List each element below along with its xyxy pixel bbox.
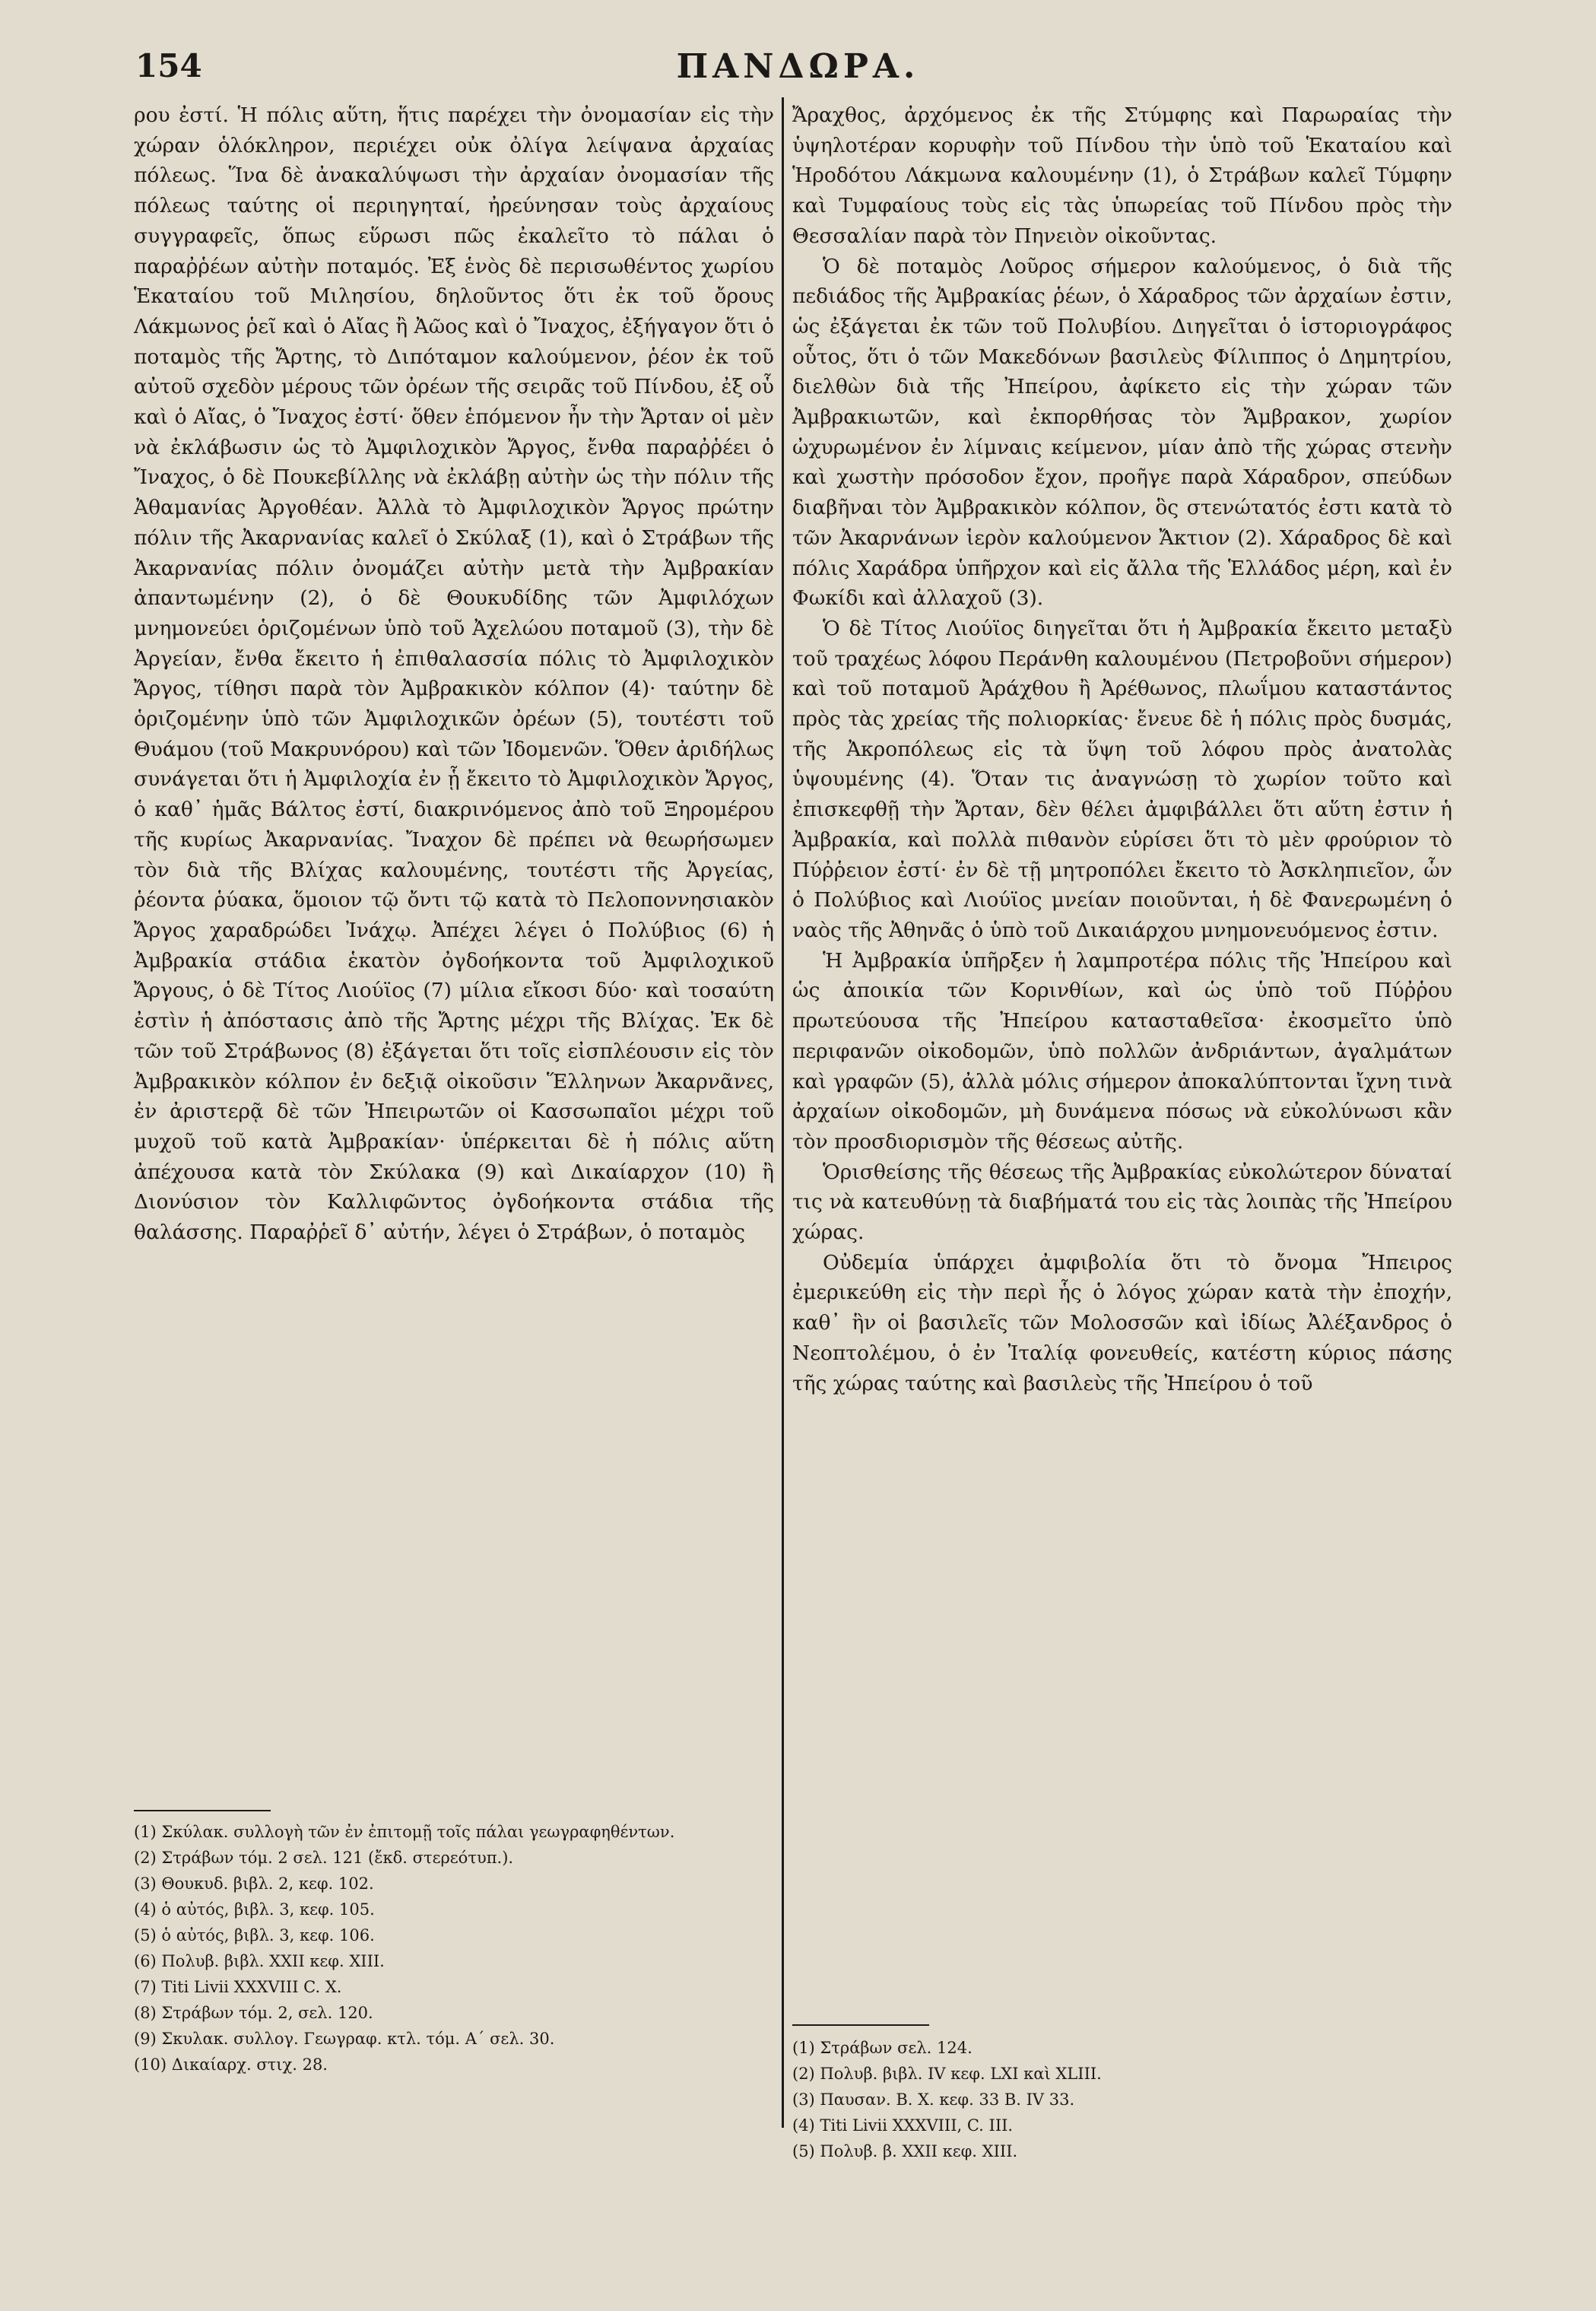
- left-column: [134, 100, 774, 1248]
- footnote: (4) Titi Livii XXXVIII, C. III.: [792, 2116, 1014, 2135]
- footnote: (6) Πολυβ. βιβλ. XXII κεφ. XIII.: [134, 1952, 385, 1970]
- footnote-rule-left: [134, 1810, 271, 1811]
- footnote: (5) Πολυβ. β. XXII κεφ. XIII.: [792, 2142, 1018, 2160]
- left-paragraph: ρου ἐστί. Ἡ πόλις αὕτη, ἥτις παρέχει τὴν ὀνομασίαν εἰς τὴν χώραν ὁλόκληρον, περιέχει οὐκ ὀλίγα λείψανα ἀρχαίας πόλεως. Ἵνα δὲ ἀνακαλύψωσι τὴν ἀρχαίαν ὀνομασίαν τῆς πόλεως ταύτης οἱ περιηγηταί, ἠρεύνησαν τοὺς ἀρχαίους συγγραφεῖς, ὅπως εὕρωσι πῶς ἐκαλεῖτο τὸ πάλαι ὁ παραῤῥέων αὐτὴν ποταμός. Ἐξ ἑνὸς δὲ περισωθέντος χωρίου Ἑκαταίου τοῦ Μιλησίου, δηλοῦντος ὅτι ἐκ τοῦ ὄρους Λάκμωνος ῥεῖ καὶ ὁ Αἴας ἢ Ἀῶος καὶ ὁ Ἴναχος, ἐξήγαγον ὅτι ὁ ποταμὸς τῆς Ἄρτης, τὸ Διπόταμον καλούμενον, ῥέον ἐκ τοῦ αὐτοῦ σχεδὸν μέρους τῶν ὀρέων τῆς σειρᾶς τοῦ Πίνδου, ἐξ οὗ καὶ ὁ Αἴας, ὁ Ἴναχος ἐστί· ὅθεν ἑπόμενον ἦν τὴν Ἄρταν οἱ μὲν νὰ ἐκλάβωσιν ὡς τὸ Ἀμφιλοχικὸν Ἄργος, ἔνθα παραῤῥέει ὁ Ἴναχος, ὁ δὲ Πουκεβίλλης νὰ ἐκλάβῃ αὐτὴν ὡς τὴν πόλιν τῆς Ἀθαμανίας Ἀργοθέαν. Ἀλλὰ τὸ Ἀμφιλοχικὸν Ἄργος πρώτην πόλιν τῆς Ἀκαρνανίας καλεῖ ὁ Σκύλαξ (1), καὶ ὁ Στράβων τῆς Ἀκαρνανίας πόλιν ὀνομάζει αὐτὴν μετὰ τὴν Ἀμβρακίαν ἀπαντωμένην (2), ὁ δὲ Θουκυδίδης τῶν Ἀμφιλόχων μνημονεύει ὁριζομένων ὑπὸ τοῦ Ἀχελώου ποταμοῦ (3), τὴν δὲ Ἀργείαν, ἔνθα ἔκειτο ἡ ἐπιθαλασσία πόλις τὸ Ἀμφιλοχικὸν Ἄργος, τίθησι παρὰ τὸν Ἀμβρακικὸν κόλπον (4)· ταύτην δὲ ὁριζομένην ὑπὸ τῶν Ἀμφιλοχικῶν ὀρέων (5), τουτέστι τοῦ Θυάμου (τοῦ Μακρυνόρου) καὶ τῶν Ἰδομενῶν. Ὅθεν ἀριδήλως συνάγεται ὅτι ἡ Ἀμφιλοχία ἐν ᾗ ἔκειτο τὸ Ἀμφιλοχικὸν Ἄργος, ὁ καθ᾽ ἡμᾶς Βάλτος ἐστί, διακρινόμενος ἀπὸ τοῦ Ξηρομέρου τῆς κυρίως Ἀκαρνανίας. Ἴναχον δὲ πρέπει νὰ θεωρήσωμεν τὸν διὰ τῆς Βλίχας καλουμένης, τουτέστι τῆς Ἀργείας, ῥέοντα ῥύακα, ὅμοιον τῷ ὄντι τῷ κατὰ τὸ Πελοποννησιακὸν Ἄργος χαραδρώδει Ἰνάχῳ. Ἀπέχει λέγει ὁ Πολύβιος (6) ἡ Ἀμβρακία στάδια ἑκατὸν ὀγδοήκοντα τοῦ Ἀμφιλοχικοῦ Ἄργους, ὁ δὲ Τίτος Λιούϊος (7) μίλια εἴκοσι δύο· καὶ τοσαύτη ἐστὶν ἡ ἀπόστασις ἀπὸ τῆς Ἄρτης μέχρι τῆς Βλίχας. Ἐκ δὲ τῶν τοῦ Στράβωνος (8) ἐξάγεται ὅτι τοῖς εἰσπλέουσιν εἰς τὸν Ἀμβρακικὸν κόλπον ἐν δεξιᾷ οἰκοῦσιν Ἕλληνων Ἀκαρνᾶνες, ἐν ἀριστερᾷ δὲ τῶν Ἠπειρωτῶν οἱ Κασσωπαῖοι μέχρι τοῦ μυχοῦ τοῦ κατὰ Ἀμβρακίαν· ὑπέρκειται δὲ ἡ πόλις αὕτη ἀπέχουσα κατὰ τὸν Σκύλακα (9) καὶ Δικαίαρχον (10) ἢ Διονύσιον τὸν Καλλιφῶντος ὀγδοήκοντα στάδια τῆς θαλάσσης. Παραῤῥεῖ δ᾽ αὐτήν, λέγει ὁ Στράβων, ὁ ποταμὸς: [134, 103, 774, 1245]
- footnote: (3) Παυσαν. Β. Χ. κεφ. 33 Β. IV 33.: [792, 2090, 1075, 2109]
- footnote: (7) Titi Livii XXXVIII C. X.: [134, 1978, 342, 1996]
- right-paragraph: Ἡ Ἀμβρακία ὑπῆρξεν ἡ λαμπροτέρα πόλις τῆς Ἠπείρου καὶ ὡς ἀποικία τῶν Κορινθίων, καὶ ὡς ὑπὸ τοῦ Πύῤῥου πρωτεύουσα τῆς Ἠπείρου κατασταθεῖσα· ἐκοσμεῖτο ὑπὸ περιφανῶν οἰκοδομῶν, ὑπὸ πολλῶν ἀνδριάντων, ἀγαλμάτων καὶ γραφῶν (5), ἀλλὰ μόλις σήμερον ἀποκαλύπτονται ἴχνη τινὰ ἀρχαίων οἰκοδομῶν, μὴ δυνάμενα πόσως νὰ εὐκολύνωσι κἂν τὸν προσδιορισμὸν τῆς θέσεως αὐτῆς.: [792, 948, 1452, 1154]
- footnotes-left: [134, 1819, 773, 2078]
- footnote: (2) Στράβων τόμ. 2 σελ. 121 (ἔκδ. στερεότυπ.).: [134, 1849, 514, 1867]
- footnote: (1) Σκύλακ. συλλογὴ τῶν ἐν ἐπιτομῇ τοῖς πάλαι γεωγραφηθέντων.: [134, 1823, 675, 1841]
- right-paragraph: Ὁ δὲ ποταμὸς Λοῦρος σήμερον καλούμενος, ὁ διὰ τῆς πεδιάδος τῆς Ἀμβρακίας ῥέων, ὁ Χάραδρος τῶν ἀρχαίων ἐστιν, ὡς ἐξάγεται ἐκ τῶν τοῦ Πολυβίου. Διηγεῖται ὁ ἱστοριογράφος οὗτος, ὅτι ὁ τῶν Μακεδόνων βασιλεὺς Φίλιππος ὁ Δημητρίου, διελθὼν διὰ τῆς Ἠπείρου, ἀφίκετο εἰς τὴν χώραν τῶν Ἀμβρακιωτῶν, καὶ ἐκπορθήσας τὸν Ἄμβρακον, χωρίον ὠχυρωμένον ἐν λίμναις κείμενον, μίαν ἀπὸ τῆς χώρας στενὴν καὶ χωστὴν πρόσοδον ἔχον, προῆγε παρὰ Χάραδρον, σπεύδων διαβῆναι τὸν Ἀμβρακικὸν κόλπον, ὃς στενώτατός ἐστι κατὰ τὸ τῶν Ἀκαρνάνων ἱερὸν καλούμενον Ἄκτιον (2). Χάραδρος δὲ καὶ πόλις Χαράδρα ὑπῆρχον καὶ εἰς ἄλλα τῆς Ἑλλάδος μέρη, καὶ ἐν Φωκίδι καὶ ἀλλαχοῦ (3).: [792, 254, 1452, 611]
- footnote: (1) Στράβων σελ. 124.: [792, 2039, 973, 2057]
- footnote: (5) ὁ αὐτός, βιβλ. 3, κεφ. 106.: [134, 1926, 375, 1944]
- footnote: (10) Δικαίαρχ. στιχ. 28.: [134, 2055, 328, 2074]
- right-paragraph: Ἄραχθος, ἀρχόμενος ἐκ τῆς Στύμφης καὶ Παρωραίας τὴν ὑψηλοτέραν κορυφὴν τοῦ Πίνδου τὴν ὑπὸ τοῦ Ἑκαταίου καὶ Ἡροδότου Λάκμωνα καλουμένην (1), ὁ Στράβων καλεῖ Τύμφην καὶ Τυμφαίους τοὺς εἰς τὰς ὑπωρείας τοῦ Πίνδου πρὸς τὴν Θεσσαλίαν παρὰ τὸν Πηνειὸν οἰκοῦντας.: [792, 103, 1452, 248]
- footnote: (4) ὁ αὐτός, βιβλ. 3, κεφ. 105.: [134, 1900, 375, 1919]
- page-number: 154: [135, 47, 202, 84]
- footnotes-right: [792, 2035, 1446, 2164]
- right-paragraph: Ὁρισθείσης τῆς θέσεως τῆς Ἀμβρακίας εὐκολώτερον δύναταί τις νὰ κατευθύνῃ τὰ διαβήματά του εἰς τὰς λοιπὰς τῆς Ἠπείρου χώρας.: [792, 1160, 1452, 1245]
- footnote-rule-right: [792, 2024, 929, 2026]
- footnote: (2) Πολυβ. βιβλ. IV κεφ. LXI καὶ XLIII.: [792, 2065, 1102, 2083]
- footnote: (9) Σκυλακ. συλλογ. Γεωγραφ. κτλ. τόμ. Α΄ σελ. 30.: [134, 2030, 555, 2048]
- right-column: [792, 100, 1452, 1398]
- running-title: ΠΑΝΔΩΡΑ.: [676, 47, 920, 86]
- right-paragraph: Οὐδεμία ὑπάρχει ἀμφιβολία ὅτι τὸ ὄνομα Ἤπειρος ἐμερικεύθη εἰς τὴν περὶ ἧς ὁ λόγος χώραν κατὰ τὴν ἐποχήν, καθ᾽ ἣν οἱ βασιλεῖς τῶν Μολοσσῶν καὶ ἰδίως Ἀλέξανδρος ὁ Νεοπτολέμου, ὁ ἐν Ἰταλίᾳ φονευθείς, κατέστη κύριος πάσης τῆς χώρας ταύτης καὶ βασιλεὺς τῆς Ἠπείρου ὁ τοῦ: [792, 1250, 1452, 1395]
- footnote: (3) Θουκυδ. βιβλ. 2, κεφ. 102.: [134, 1875, 374, 1893]
- footnote: (8) Στράβων τόμ. 2, σελ. 120.: [134, 2004, 373, 2022]
- right-paragraph: Ὁ δὲ Τίτος Λιούϊος διηγεῖται ὅτι ἡ Ἀμβρακία ἔκειτο μεταξὺ τοῦ τραχέως λόφου Περάνθη καλουμένου (Πετροβοῦνι σήμερον) καὶ τοῦ ποταμοῦ Ἀράχθου ἢ Ἀρέθωνος, πλωΐμου καταστάντος πρὸς τὰς χρείας τῆς πολιορκίας· ἔνευε δὲ ἡ πόλις πρὸς δυσμάς, τῆς Ἀκροπόλεως εἰς τὰ ὕψη τοῦ λόφου πρὸς ἀνατολὰς ὑψουμένης (4). Ὅταν τις ἀναγνώσῃ τὸ χωρίον τοῦτο καὶ ἐπισκεφθῇ τὴν Ἄρταν, δὲν θέλει ἀμφιβάλλει ὅτι αὕτη ἐστιν ἡ Ἀμβρακία, καὶ πολλὰ πιθανὸν εὑρίσει ὅτι τὸ μὲν φρούριον τὸ Πύῤῥειον ἐστί· ἐν δὲ τῇ μητροπόλει ἔκειτο τὸ Ἀσκληπιεῖον, ὧν ὁ Πολύβιος καὶ Λιούϊος μνείαν ποιοῦνται, ἡ δὲ Φανερωμένη ὁ ναὸς τῆς Ἀθηνᾶς ὁ ὑπὸ τοῦ Δικαιάρχου μνημονευόμενος ἐστιν.: [792, 616, 1452, 942]
- column-divider: [782, 97, 784, 2128]
